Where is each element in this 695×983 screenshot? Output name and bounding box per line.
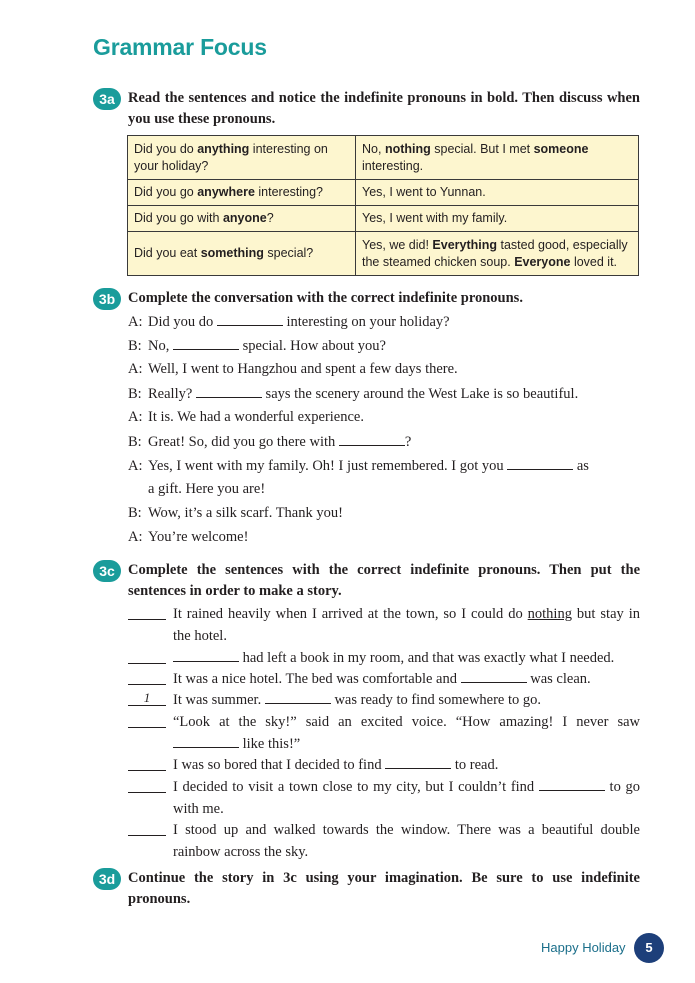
sentence-fragment: like this!” [239,735,301,752]
answer-blank[interactable] [507,457,573,470]
sentence-text [173,604,640,647]
page-title: Grammar Focus [93,34,267,60]
bold-pronoun: nothing [384,141,431,156]
bold-pronoun: something [200,246,264,260]
instruction-3b: Complete the conversation with the correct indefinite pronouns. [128,290,523,306]
order-number-blank[interactable] [128,669,166,685]
sentence-fragment: It was summer. [173,692,265,708]
cell-text: ? [266,211,274,225]
cell-text: Did you eat [134,246,201,260]
page-number: 5 [634,933,664,963]
sentence-fragment: was ready to find somewhere to go. [330,692,542,708]
example-answer: nothing [527,606,572,622]
instruction-3a: Read the sentences and notice the indefinite pronouns in bold. Then discuss when you use these pronouns. [128,90,640,127]
line-text: interesting on your holiday? [282,314,450,330]
line-text: No, [148,338,173,354]
answer-blank[interactable] [461,670,527,683]
story-sentence [128,755,640,777]
speaker-label: A: [128,458,143,474]
conversation-line [128,481,265,498]
sentence-fragment: was clean. [526,671,591,687]
story-sentence [128,669,640,691]
table-row [128,206,639,232]
order-number-blank[interactable] [128,648,166,664]
order-number-blank[interactable] [128,712,166,728]
bold-pronoun: anything [197,141,250,156]
unit-title: Happy Holiday [541,940,626,955]
table-row [128,180,639,206]
speaker-label: B: [128,434,142,450]
line-text: Great! So, did you go there with [148,434,339,450]
order-number-blank[interactable] [128,604,166,620]
cell-text: Yes, we did! [362,237,433,252]
sentence-text [173,669,640,691]
line-text: says the scenery around the West Lake is so beautiful. [261,386,579,402]
answer-blank[interactable] [217,313,283,326]
cell-text: No, [362,141,385,156]
instruction-3d: Continue the story in 3c using your imagination. Be sure to use indefinite pronouns. [128,870,640,907]
conversation-line [128,529,248,546]
bold-pronoun: Everything [432,237,498,252]
conversation-line [128,409,364,426]
cell-text: special? [263,246,314,260]
table-row [128,136,639,180]
line-text: Yes, I went with my family. Oh! I just remembered. I got you [148,458,508,474]
section-badge-3a: 3a [93,88,121,110]
order-number-blank[interactable] [128,820,166,836]
sentence-fragment: to go with me. [173,779,640,817]
sentence-fragment: I stood up and walked towards the window. There was a beautiful double rainbow across the sky. [173,822,640,860]
cell-text: Did you go [134,185,198,199]
speaker-label: B: [128,386,142,402]
story-sentence [128,648,640,670]
sentence-fragment: had left a book in my room, and that was exactly what I needed. [239,650,615,666]
section-badge-3c: 3c [93,560,121,582]
sentence-fragment: I was so bored that I decided to find [173,757,386,773]
story-sentence [128,820,640,863]
section-badge-3d: 3d [93,868,121,890]
cell-text: loved it. [570,254,618,269]
grammar-table [127,135,639,276]
order-number-blank[interactable]: 1 [128,690,166,706]
question-cell [128,136,356,180]
instruction-3c: Complete the sentences with the correct indefinite pronouns. Then put the sentences in order to make a story. [128,562,640,599]
cell-text: Did you do [134,141,198,156]
story-sentence [128,777,640,820]
sentence-text [173,777,640,820]
line-text: You’re welcome! [148,529,249,545]
line-text: Well, I went to Hangzhou and spent a few days there. [148,361,458,377]
answer-blank[interactable] [385,756,451,769]
story-sentence [128,712,640,755]
section-badge-3b: 3b [93,288,121,310]
answer-blank[interactable] [339,433,405,446]
line-text: special. How about you? [238,338,386,354]
table-row [128,232,639,276]
answer-cell [356,136,639,180]
answer-cell [356,206,639,232]
answer-cell [356,232,639,276]
speaker-label: A: [128,529,143,545]
story-sentence [128,604,640,647]
answer-cell [356,180,639,206]
cell-text: tasted good, especially the steamed chicken soup. [362,237,628,269]
sentence-text [173,820,640,863]
sentence-fragment: to read. [451,757,499,773]
bold-pronoun: anyone [222,211,267,225]
question-cell [128,180,356,206]
answer-blank[interactable] [173,735,239,748]
conversation-line [128,457,589,475]
cell-text: Yes, I went to Yunnan. [362,185,486,199]
speaker-label: A: [128,361,143,377]
sentence-fragment: It was a nice hotel. The bed was comfortable and [173,671,461,687]
question-cell [128,232,356,276]
sentence-fragment: It rained heavily when I arrived at the town, so I could do [173,606,528,622]
sentence-fragment: I decided to visit a town close to my city, but I couldn’t find [173,779,539,795]
line-text: It is. We had a wonderful experience. [148,409,364,425]
order-number-blank[interactable] [128,755,166,771]
cell-text: interesting? [254,185,324,199]
cell-text: Yes, I went with my family. [362,211,508,225]
cell-text: special. But I met [430,141,534,156]
conversation-line [128,505,343,522]
line-text: as [573,458,589,474]
answer-blank[interactable] [173,649,239,662]
answer-blank[interactable] [196,385,262,398]
conversation-line [128,313,450,331]
line-text: a gift. Here you are! [148,481,266,497]
answer-blank[interactable] [173,337,239,350]
cell-text: interesting. [362,158,424,173]
question-cell [128,206,356,232]
bold-pronoun: anywhere [197,185,255,199]
cell-text: interesting on your holiday? [134,141,328,173]
speaker-label: B: [128,505,142,521]
bold-pronoun: Everyone [514,254,571,269]
speaker-label: A: [128,314,143,330]
sentence-text [173,648,640,670]
conversation-line [128,433,411,451]
answer-blank[interactable] [539,778,605,791]
conversation-line [128,385,578,403]
line-text: Really? [148,386,196,402]
answer-blank[interactable] [265,691,331,704]
sentence-text [173,690,640,712]
line-text: Did you do [148,314,217,330]
order-number-blank[interactable] [128,777,166,793]
conversation-line [128,361,458,378]
speaker-label: B: [128,338,142,354]
speaker-label: A: [128,409,143,425]
sentence-text [173,712,640,755]
cell-text: Did you go with [134,211,223,225]
sentence-fragment: but stay in the hotel. [173,606,640,644]
conversation-line [128,337,386,355]
bold-pronoun: someone [533,141,589,156]
line-text: ? [404,434,412,450]
line-text: Wow, it’s a silk scarf. Thank you! [148,505,343,521]
sentence-fragment: “Look at the sky!” said an excited voice. “How amazing! I never saw [173,714,640,730]
story-sentence [128,690,640,712]
sentence-text [173,755,640,777]
